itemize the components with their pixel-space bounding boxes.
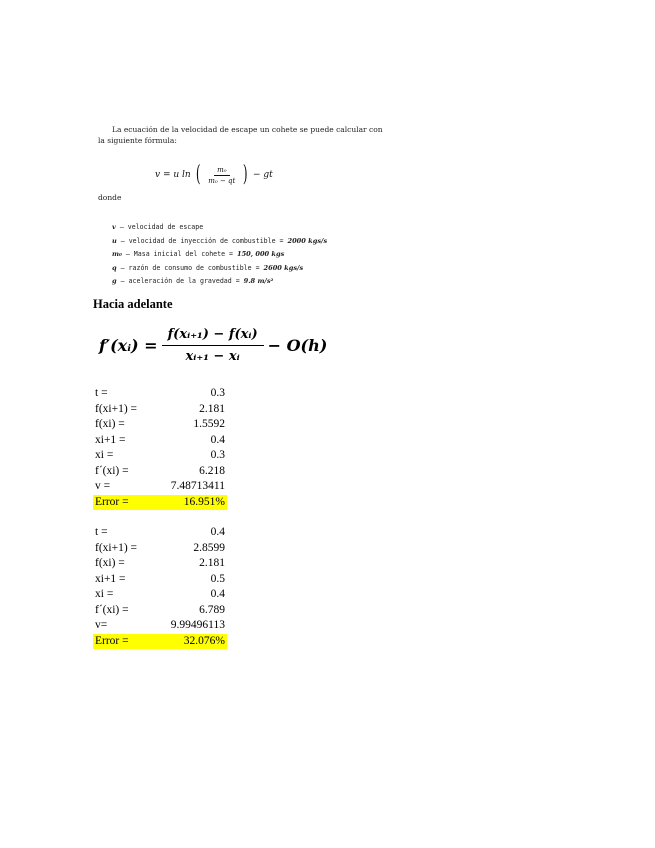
row-label: f(xi+1) = <box>95 541 138 554</box>
row-value: 7.48713411 <box>170 480 225 492</box>
table-row <box>93 402 227 418</box>
row-label: t = <box>95 387 108 399</box>
row-value: 0.5 <box>210 572 225 585</box>
intro-text: La ecuación de la velocidad de escape un cohete se puede calcular con la siguiente fórmula: <box>98 125 383 145</box>
formula-denominator: m₀ − qt <box>208 176 236 185</box>
row-value: 2.181 <box>199 402 225 415</box>
formula-tail: − gt <box>252 170 273 180</box>
row-value: 1.5592 <box>193 418 225 430</box>
table-row <box>93 618 227 634</box>
row-value: 0.3 <box>210 449 225 461</box>
table-row <box>93 417 227 433</box>
left-paren: ( <box>195 162 201 187</box>
table-row <box>93 556 227 572</box>
intro-paragraph <box>98 124 388 146</box>
variable-symbol: q <box>112 263 117 272</box>
main-formula-tail: − O(h) <box>267 336 328 355</box>
variable-symbol: m₀ <box>112 250 122 258</box>
row-label: xi+1 = <box>95 433 126 446</box>
variable-list <box>112 221 327 289</box>
table-row <box>93 448 227 464</box>
table-row <box>93 603 227 619</box>
error-row <box>93 634 227 650</box>
variable-item <box>112 221 327 235</box>
row-value: 2.181 <box>199 557 225 569</box>
variable-desc: – razón de consumo de combustible = <box>116 263 264 272</box>
variable-value: 150, 000 kgs <box>237 250 285 258</box>
variable-desc: – aceleración de la gravedad = <box>116 277 244 285</box>
row-label: xi = <box>95 588 114 600</box>
row-value: 2.8599 <box>193 541 225 554</box>
row-label: xi+1 = <box>95 572 126 585</box>
variable-item <box>112 275 327 289</box>
row-label: t = <box>95 526 108 538</box>
variable-symbol: v <box>112 223 116 231</box>
section-heading: Hacia adelante <box>93 297 173 311</box>
main-formula-fraction <box>162 327 264 364</box>
variable-item <box>112 248 327 262</box>
variable-value: 9.8 m/s² <box>243 277 274 285</box>
formula-lhs: v = u ln <box>155 170 191 180</box>
variable-item <box>112 262 327 276</box>
right-paren: ) <box>243 162 249 187</box>
row-label: f(xi) = <box>95 418 125 430</box>
table-row <box>93 433 227 449</box>
row-value: 6.789 <box>199 603 225 616</box>
row-label: f´(xi) = <box>95 603 129 616</box>
main-formula-lhs: f′(xᵢ) = <box>99 336 158 355</box>
row-value: 0.4 <box>210 433 225 446</box>
row-value: 0.4 <box>210 526 225 538</box>
variable-desc: – velocidad de escape <box>115 223 204 231</box>
main-formula-denominator: xᵢ₊₁ − xᵢ <box>185 349 240 364</box>
donde-label: donde <box>98 193 122 202</box>
escape-velocity-formula <box>155 164 273 186</box>
row-label: v= <box>95 619 108 631</box>
variable-value: 2000 kgs/s <box>287 236 328 245</box>
row-label: f´(xi) = <box>95 464 129 477</box>
variable-symbol: g <box>112 277 117 285</box>
row-value: 9.99496113 <box>170 619 225 631</box>
formula-numerator: m₀ <box>214 166 229 176</box>
table-row <box>93 386 227 402</box>
error-row <box>93 495 227 511</box>
row-value: 0.4 <box>210 588 225 600</box>
row-label: Error = <box>95 495 129 508</box>
table-row <box>93 479 227 495</box>
row-value: 6.218 <box>199 464 225 477</box>
variable-desc: – velocidad de inyección de combustible = <box>116 236 288 245</box>
row-value: 0.3 <box>210 387 225 399</box>
calculation-block-1 <box>93 386 227 510</box>
variable-desc: – Masa inicial del cohete = <box>121 250 237 258</box>
row-label: xi = <box>95 449 114 461</box>
row-label: Error = <box>95 634 129 647</box>
table-row <box>93 464 227 480</box>
table-row <box>93 541 227 557</box>
row-label: f(xi+1) = <box>95 402 138 415</box>
row-label: f(xi) = <box>95 557 125 569</box>
main-formula-numerator: f(xᵢ₊₁) − f(xᵢ) <box>162 327 264 346</box>
table-row <box>93 525 227 541</box>
forward-difference-formula <box>95 327 331 364</box>
row-value: 16.951% <box>183 495 225 508</box>
row-value: 32.076% <box>183 634 225 647</box>
table-row <box>93 572 227 588</box>
variable-item <box>112 235 327 249</box>
calculation-block-2 <box>93 525 227 649</box>
row-label: v = <box>95 480 111 492</box>
variable-symbol: u <box>112 236 117 245</box>
formula-fraction <box>205 166 238 185</box>
variable-value: 2600 kgs/s <box>263 263 304 272</box>
table-row <box>93 587 227 603</box>
